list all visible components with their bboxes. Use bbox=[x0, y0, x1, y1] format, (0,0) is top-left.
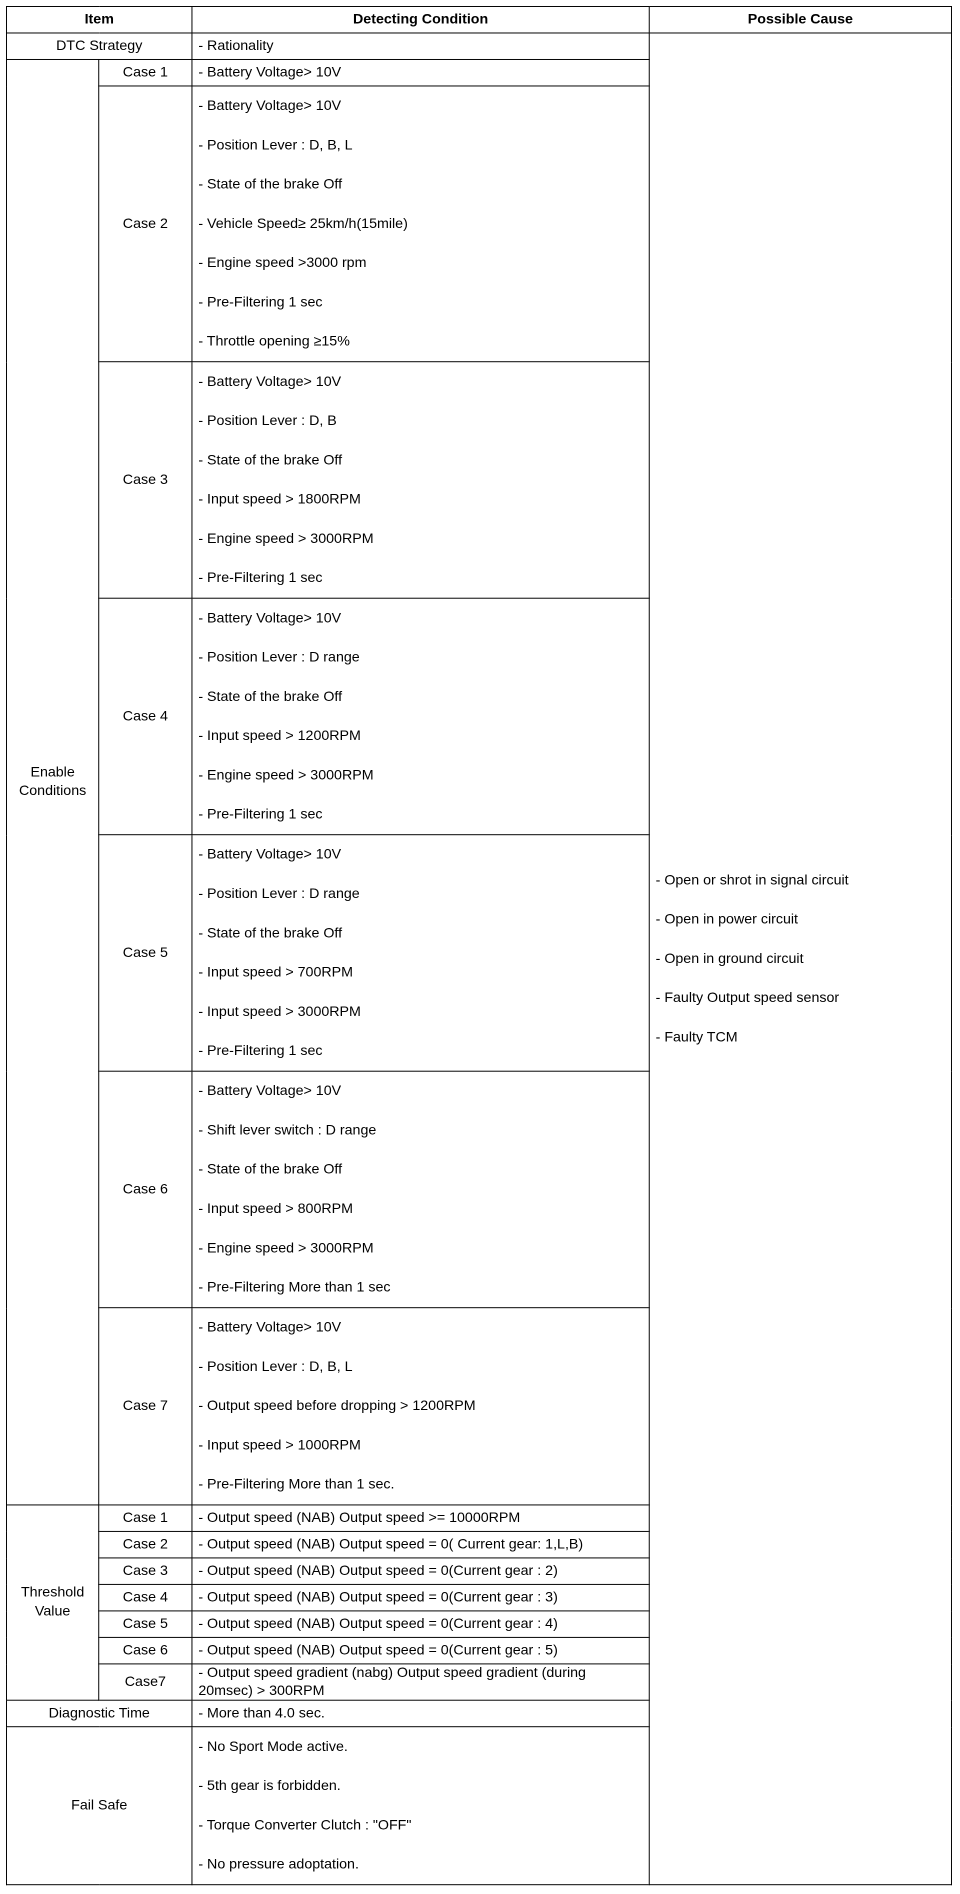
condition-item: - No Sport Mode active. bbox=[198, 1738, 348, 1755]
condition-list bbox=[198, 1727, 643, 1884]
row-dtc-strategy bbox=[6, 33, 951, 59]
condition-item: - Output speed before dropping > 1200RPM bbox=[198, 1398, 476, 1415]
threshold-case-value: - Output speed (NAB) Output speed = 0(Current gear : 4) bbox=[192, 1611, 649, 1637]
condition-list bbox=[198, 599, 643, 835]
threshold-case-value: - Output speed (NAB) Output speed = 0(Current gear : 3) bbox=[192, 1584, 649, 1610]
condition-item: - Input speed > 1800RPM bbox=[198, 491, 361, 508]
condition-item: - Engine speed > 3000RPM bbox=[198, 1240, 374, 1257]
possible-cause-list bbox=[650, 861, 951, 1057]
condition-item: - Engine speed > 3000RPM bbox=[198, 767, 374, 784]
cause-item: - Open or shrot in signal circuit bbox=[655, 872, 849, 889]
threshold-case-value: - Output speed (NAB) Output speed = 0(Current gear : 2) bbox=[192, 1558, 649, 1584]
enable-case-conditions bbox=[192, 835, 649, 1071]
threshold-case-value: - Output speed gradient (nabg) Output speed gradient (during 20msec) > 300RPM bbox=[192, 1664, 649, 1700]
condition-item: - Pre-Filtering 1 sec bbox=[198, 1043, 323, 1059]
enable-case-label: Case 2 bbox=[99, 86, 192, 362]
threshold-case-value: - Output speed (NAB) Output speed >= 10000RPM bbox=[192, 1505, 649, 1531]
condition-item: - No pressure adoptation. bbox=[198, 1856, 359, 1873]
condition-item: - Battery Voltage> 10V bbox=[198, 98, 342, 114]
condition-item: - Input speed > 3000RPM bbox=[198, 1003, 361, 1020]
condition-list bbox=[198, 835, 643, 1071]
condition-item: - Input speed > 1000RPM bbox=[198, 1437, 361, 1454]
enable-case-conditions bbox=[192, 1071, 649, 1307]
enable-case-label: Case 1 bbox=[99, 59, 192, 85]
condition-item: - Input speed > 1200RPM bbox=[198, 728, 361, 744]
condition-item: - Battery Voltage> 10V bbox=[198, 610, 342, 627]
enable-case-conditions bbox=[192, 1308, 649, 1505]
condition-item: - 5th gear is forbidden. bbox=[198, 1778, 341, 1794]
cause-item: - Faulty Output speed sensor bbox=[655, 990, 840, 1006]
condition-item: - Pre-Filtering 1 sec bbox=[198, 570, 323, 586]
header-row bbox=[6, 6, 951, 32]
threshold-case-label: Case 5 bbox=[99, 1611, 192, 1637]
fail-safe-conditions bbox=[192, 1727, 649, 1885]
condition-item: - Battery Voltage> 10V bbox=[198, 1319, 342, 1336]
header-cause: Possible Cause bbox=[649, 6, 951, 32]
condition-item: - Position Lever : D, B, L bbox=[198, 1359, 353, 1375]
condition-item: - Engine speed >3000 rpm bbox=[198, 255, 367, 271]
threshold-case-label: Case 2 bbox=[99, 1531, 192, 1557]
dtc-strategy-label: DTC Strategy bbox=[6, 33, 191, 59]
enable-case-label: Case 3 bbox=[99, 362, 192, 598]
condition-item: - State of the brake Off bbox=[198, 1161, 343, 1178]
condition-list bbox=[198, 362, 643, 598]
enable-conditions-label: Enable Conditions bbox=[6, 59, 98, 1504]
enable-case-conditions bbox=[192, 598, 649, 834]
diagnostic-time-label: Diagnostic Time bbox=[6, 1700, 191, 1726]
dtc-table bbox=[6, 6, 952, 1885]
condition-list bbox=[198, 1072, 643, 1308]
condition-item: - Battery Voltage> 10V bbox=[198, 846, 342, 863]
enable-case-label: Case 4 bbox=[99, 598, 192, 834]
enable-case-conditions bbox=[192, 362, 649, 598]
condition-item: - State of the brake Off bbox=[198, 688, 343, 705]
condition-item: - Engine speed > 3000RPM bbox=[198, 530, 374, 547]
threshold-case-label: Case 1 bbox=[99, 1505, 192, 1531]
header-item: Item bbox=[6, 6, 191, 32]
condition-item: - Pre-Filtering More than 1 sec bbox=[198, 1279, 391, 1296]
condition-item: - Position Lever : D, B bbox=[198, 413, 337, 429]
condition-item: - Pre-Filtering 1 sec bbox=[198, 294, 323, 311]
enable-case-label: Case 5 bbox=[99, 835, 192, 1071]
condition-item: - Vehicle Speed≥ 25km/h(15mile) bbox=[198, 215, 408, 232]
condition-item: - Position Lever : D range bbox=[198, 649, 360, 666]
threshold-case-label: Case 4 bbox=[99, 1584, 192, 1610]
dtc-strategy-value: - Rationality bbox=[192, 33, 649, 59]
threshold-case-label: Case 3 bbox=[99, 1558, 192, 1584]
condition-list bbox=[198, 86, 643, 361]
condition-item: - State of the brake Off bbox=[198, 176, 343, 193]
cause-item: - Open in power circuit bbox=[655, 911, 798, 928]
cause-item: - Faulty TCM bbox=[655, 1029, 738, 1046]
threshold-case-value: - Output speed (NAB) Output speed = 0( Current gear: 1,L,B) bbox=[192, 1531, 649, 1557]
condition-item: - Pre-Filtering More than 1 sec. bbox=[198, 1476, 395, 1493]
condition-item: - Pre-Filtering 1 sec bbox=[198, 806, 323, 823]
possible-cause-cell bbox=[649, 33, 951, 1885]
condition-item: - Throttle opening ≥15% bbox=[198, 333, 350, 350]
threshold-case-label: Case 6 bbox=[99, 1637, 192, 1663]
threshold-case-label: Case7 bbox=[99, 1664, 192, 1700]
condition-list bbox=[198, 1308, 643, 1504]
condition-item: - Battery Voltage> 10V bbox=[198, 373, 342, 390]
threshold-case-value: - Output speed (NAB) Output speed = 0(Current gear : 5) bbox=[192, 1637, 649, 1663]
enable-case-condition: - Battery Voltage> 10V bbox=[192, 59, 649, 85]
condition-item: - Battery Voltage> 10V bbox=[198, 1083, 342, 1100]
condition-item: - Input speed > 700RPM bbox=[198, 964, 353, 981]
condition-item: - State of the brake Off bbox=[198, 925, 343, 942]
fail-safe-label: Fail Safe bbox=[6, 1727, 191, 1885]
condition-item: - Input speed > 800RPM bbox=[198, 1201, 353, 1217]
condition-item: - Torque Converter Clutch : "OFF" bbox=[198, 1817, 412, 1834]
diagnostic-time-value: - More than 4.0 sec. bbox=[192, 1700, 649, 1726]
header-condition: Detecting Condition bbox=[192, 6, 649, 32]
cause-item: - Open in ground circuit bbox=[655, 950, 804, 967]
condition-item: - Shift lever switch : D range bbox=[198, 1122, 377, 1139]
threshold-value-label: Threshold Value bbox=[6, 1505, 98, 1700]
condition-item: - Position Lever : D, B, L bbox=[198, 137, 353, 154]
enable-case-label: Case 6 bbox=[99, 1071, 192, 1307]
enable-case-label: Case 7 bbox=[99, 1308, 192, 1505]
condition-item: - Position Lever : D range bbox=[198, 886, 360, 902]
enable-case-conditions bbox=[192, 86, 649, 362]
condition-item: - State of the brake Off bbox=[198, 452, 343, 469]
